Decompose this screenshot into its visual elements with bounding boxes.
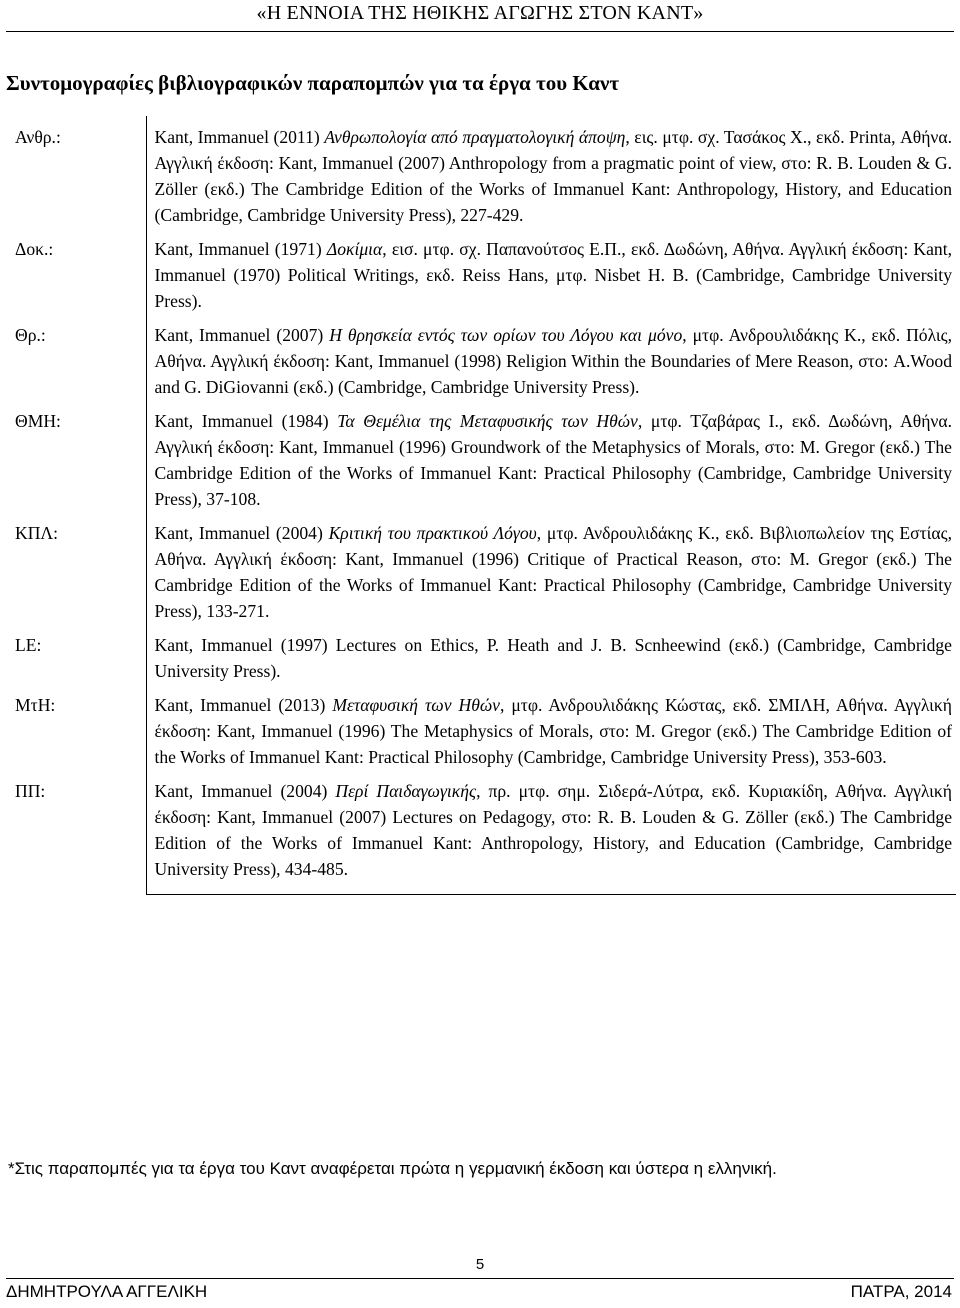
reference-abbreviation: ΚΠΛ: bbox=[6, 512, 146, 624]
reference-entry bbox=[146, 400, 956, 512]
reference-row bbox=[6, 684, 956, 770]
reference-row bbox=[6, 314, 956, 400]
footnote: *Στις παραπομπές για τα έργα του Καντ αναφέρεται πρώτα η γερμανική έκδοση και ύστερα η ελληνική. bbox=[8, 1159, 777, 1178]
reference-abbreviation: ΘΜΗ: bbox=[6, 400, 146, 512]
reference-abbreviation: LE: bbox=[6, 624, 146, 684]
reference-entry bbox=[146, 116, 956, 228]
footer-place-year: ΠΑΤΡΑ, 2014 bbox=[850, 1282, 952, 1301]
reference-text: , εισ. μτφ. σχ. Παπανούτσος Ε.Π., εκδ. Δωδώνη, Αθήνα. Αγγλική έκδοση: Kant, Immanuel (1970) Political Writings, εκδ. Reiss Hans, μτφ. Nisbet H. B. (Cambridge, Cambridge University Press). bbox=[154, 239, 953, 311]
page-number: 5 bbox=[475, 1256, 485, 1273]
work-title: Μεταφυσική των Ηθών bbox=[332, 695, 500, 715]
abbreviations-table bbox=[6, 116, 956, 895]
reference-text: , πρ. μτφ. σημ. Σιδερά-Λύτρα, εκδ. Κυριακίδη, Αθήνα. Αγγλική έκδοση: Kant, Immanuel (2007) Lectures on Pedagogy, στο: R. B. Louden & G. Zöller (εκδ.) The Cambridge Edition of the Works of Immanuel Kant: Anthropology, History, and Education (Cambridge, Cambridge University Press), 434-485. bbox=[154, 781, 952, 879]
work-title: Η θρησκεία εντός των ορίων του Λόγου και μόνο bbox=[329, 325, 683, 345]
reference-text: Kant, Immanuel (2004) bbox=[154, 781, 336, 801]
reference-abbreviation: ΠΠ: bbox=[6, 770, 146, 895]
reference-abbreviation: Θρ.: bbox=[6, 314, 146, 400]
reference-text: Kant, Immanuel (1971) bbox=[154, 239, 327, 259]
reference-entry bbox=[146, 512, 956, 624]
work-title: Κριτική του πρακτικού Λόγου bbox=[328, 523, 537, 543]
reference-row bbox=[6, 512, 956, 624]
reference-text: Kant, Immanuel (2004) bbox=[154, 523, 329, 543]
reference-text: , μτφ. Ανδρουλιδάκης Κ., εκδ. Πόλις, Αθήνα. Αγγλική έκδοση: Kant, Immanuel (1998) Religion Within the Boundaries of Mere Reason, στο: A.Wood and G. DiGiovanni (εκδ.) (Cambridge, Cambridge University Press). bbox=[154, 325, 952, 397]
reference-entry bbox=[146, 684, 956, 770]
reference-text: , εις. μτφ. σχ. Τασάκος Χ., εκδ. Printa, Αθήνα. Αγγλική έκδοση: Kant, Immanuel (2007) Anthropology from a pragmatic point of view, στο: R. B. Louden & G. Zöller (εκδ.) The Cambridge Edition of the Works of Immanuel Kant: Anthropology, History, and Education (Cambridge, Cambridge University Press), 227-429. bbox=[154, 127, 952, 225]
reference-row bbox=[6, 770, 956, 895]
reference-entry bbox=[146, 228, 956, 314]
reference-text: Kant, Immanuel (1997) Lectures on Ethics, P. Heath and J. B. Scnheewind (εκδ.) (Cambridge, Cambridge University Press). bbox=[154, 635, 952, 681]
reference-entry bbox=[146, 770, 956, 895]
reference-row bbox=[6, 228, 956, 314]
work-title: Περί Παιδαγωγικής bbox=[335, 781, 477, 801]
reference-abbreviation: Δοκ.: bbox=[6, 228, 146, 314]
reference-abbreviation: Ανθρ.: bbox=[6, 116, 146, 228]
reference-entry bbox=[146, 314, 956, 400]
reference-text: , μτφ. Ανδρουλιδάκης Κώστας, εκδ. ΣΜΙΛΗ, Αθήνα. Αγγλική έκδοση: Kant, Immanuel (1996) The Metaphysics of Morals, στο: M. Gregor (εκδ.) The Cambridge Edition of the Works of Immanuel Kant: Practical Philosophy (Cambridge, Cambridge University Press), 353-603. bbox=[154, 695, 952, 767]
footer-author: ΔΗΜΗΤΡΟΥΛΑ ΑΓΓΕΛΙΚΗ bbox=[6, 1282, 208, 1301]
work-title: Τα Θεμέλια της Μεταφυσικής των Ηθών bbox=[337, 411, 638, 431]
reference-row bbox=[6, 116, 956, 228]
work-title: Δοκίμια bbox=[326, 239, 383, 259]
reference-text: Kant, Immanuel (1984) bbox=[154, 411, 338, 431]
reference-row bbox=[6, 624, 956, 684]
reference-row bbox=[6, 400, 956, 512]
reference-text: Kant, Immanuel (2007) bbox=[154, 325, 330, 345]
running-header-title: «Η ΕΝΝΟΙΑ ΤΗΣ ΗΘΙΚΗΣ ΑΓΩΓΗΣ ΣΤΟΝ ΚΑΝΤ» bbox=[256, 2, 704, 24]
reference-abbreviation: ΜτΗ: bbox=[6, 684, 146, 770]
reference-text: , μτφ. Ανδρουλιδάκης Κ., εκδ. Βιβλιοπωλείον της Εστίας, Αθήνα. Αγγλική έκδοση: Kant, Immanuel (1996) Critique of Practical Reason, στο: M. Gregor (εκδ.) The Cambridge Edition of the Works of Immanuel Kant: Practical Philosophy (Cambridge, Cambridge University Press), 133-271. bbox=[154, 523, 952, 621]
reference-text: Kant, Immanuel (2011) bbox=[154, 127, 325, 147]
work-title: Ανθρωπολογία από πραγματολογική άποψη bbox=[324, 127, 626, 147]
section-heading: Συντομογραφίες βιβλιογραφικών παραπομπών για τα έργα του Καντ bbox=[6, 71, 620, 95]
header-divider bbox=[6, 31, 954, 32]
footer-divider bbox=[6, 1278, 954, 1279]
reference-text: , μτφ. Τζαβάρας Ι., εκδ. Δωδώνη, Αθήνα. Αγγλική έκδοση: Kant, Immanuel (1996) Groundwork of the Metaphysics of Morals, στο: M. Gregor (εκδ.) The Cambridge Edition of the Works of Immanuel Kant: Practical Philosophy (Cambridge, Cambridge University Press), 37-108. bbox=[154, 411, 952, 509]
reference-text: Kant, Immanuel (2013) bbox=[154, 695, 333, 715]
reference-entry bbox=[146, 624, 956, 684]
